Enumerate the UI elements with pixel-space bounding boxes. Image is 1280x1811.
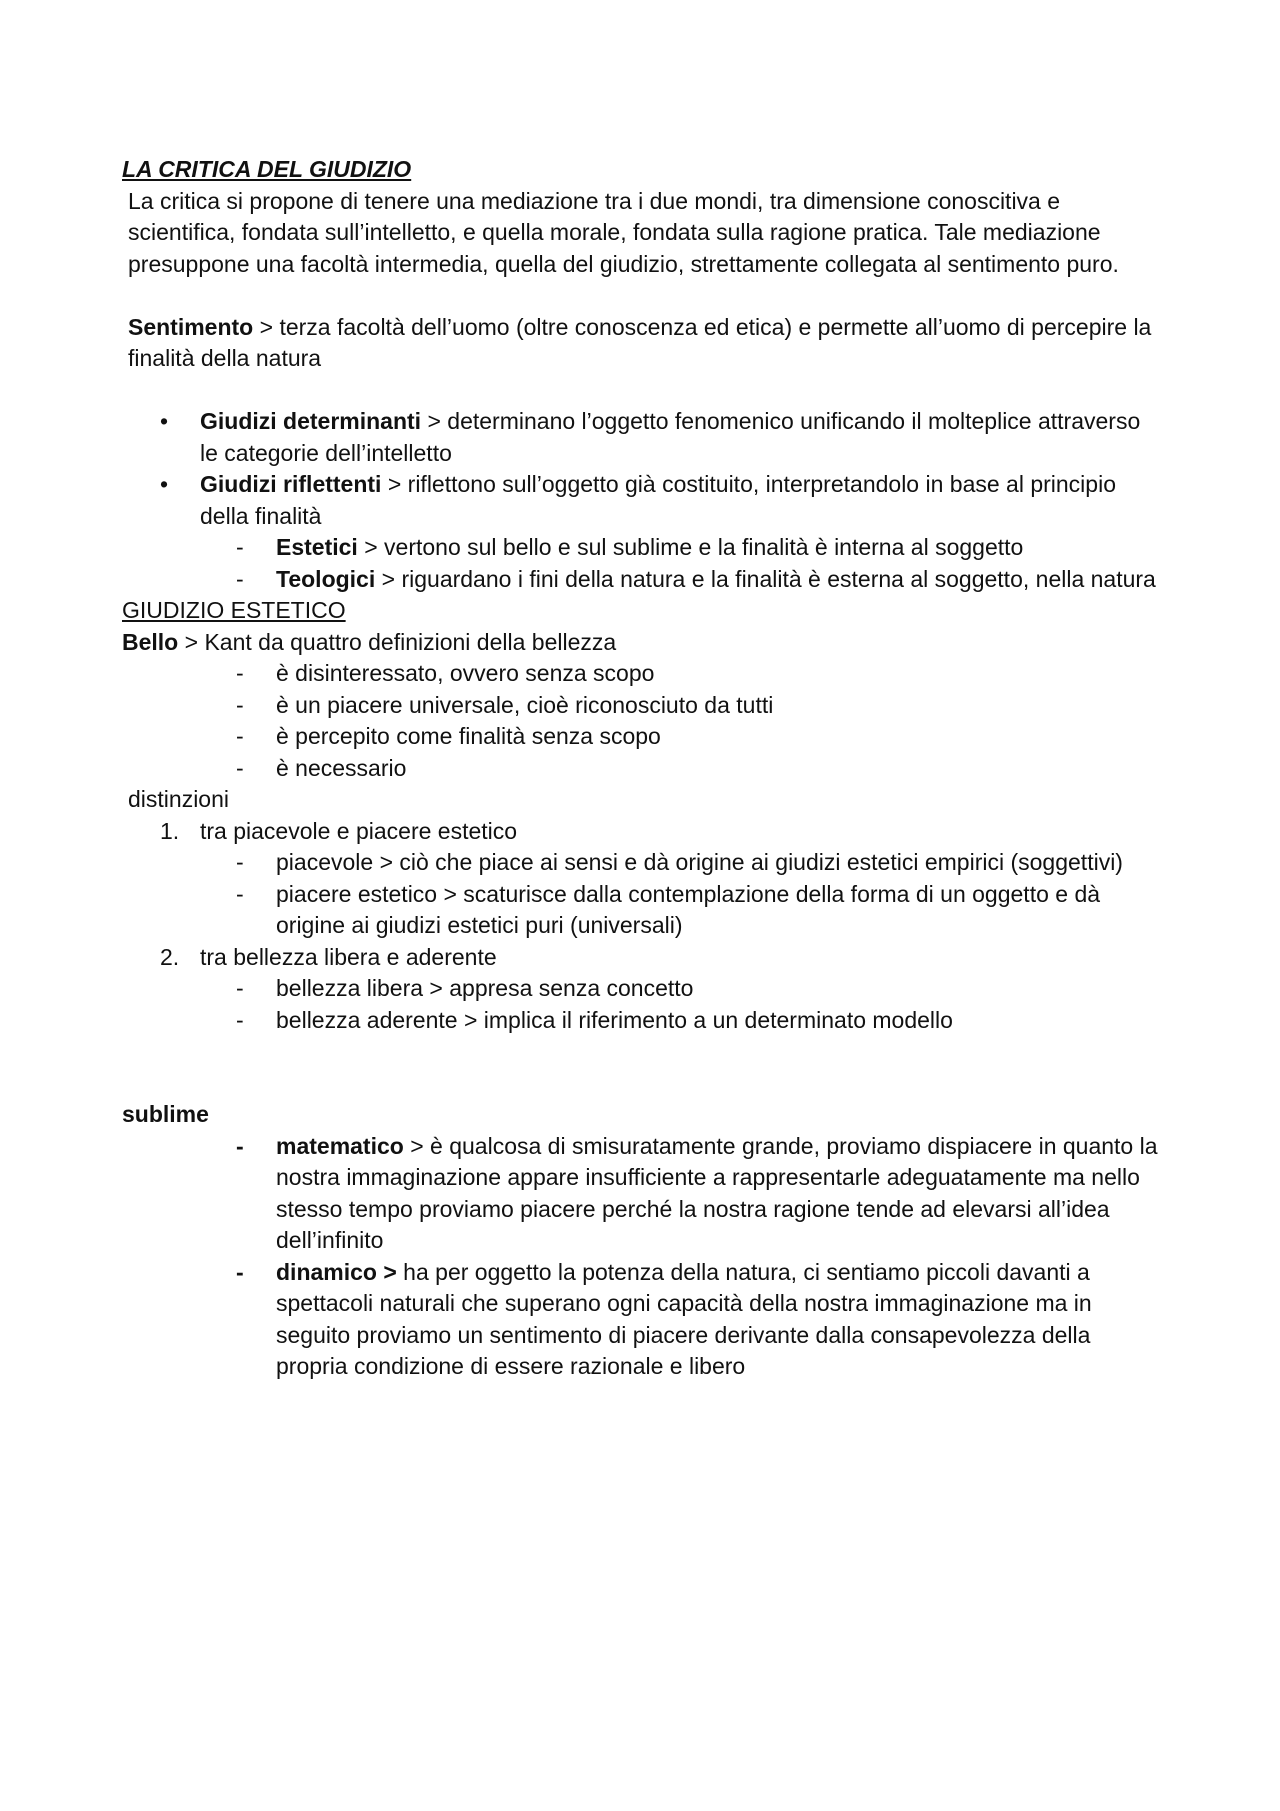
list-item xyxy=(122,1005,1162,1037)
distinzione-item: piacere estetico > scaturisce dalla contemplazione della forma di un oggetto e dà origine ai giudizi estetici puri (universali) xyxy=(276,880,1101,938)
bullet-icon: • xyxy=(160,408,169,434)
dash-icon xyxy=(236,1257,244,1289)
dash-icon: - xyxy=(236,1006,244,1033)
estetico-heading: GIUDIZIO ESTETICO xyxy=(122,597,346,623)
list-item xyxy=(122,406,1162,469)
list-item xyxy=(122,942,1162,974)
bello-term: Bello xyxy=(122,628,179,655)
list-item xyxy=(122,1257,1162,1383)
document-content xyxy=(122,154,1162,1383)
sublime-term: matematico xyxy=(276,1132,404,1159)
riflettenti-term: Teologici xyxy=(276,565,376,592)
list-item xyxy=(122,847,1162,879)
bello-def: è necessario xyxy=(276,754,407,781)
dash-glyph: - xyxy=(236,1258,244,1285)
riflettenti-term: Estetici xyxy=(276,534,358,560)
list-item xyxy=(122,532,1162,564)
giudizi-term: Giudizi riflettenti xyxy=(200,471,382,497)
giudizi-text: > riflettono sull’oggetto già costituito, interpretandolo in base al principio della finalità xyxy=(200,471,1116,529)
list-item xyxy=(122,469,1162,532)
list-item xyxy=(122,690,1162,722)
sublime-label-text: sublime xyxy=(122,1101,209,1127)
list-item xyxy=(122,721,1162,753)
bello-paragraph xyxy=(122,627,1162,659)
sentimento-term: Sentimento xyxy=(128,313,254,340)
dash-icon: - xyxy=(236,880,244,907)
sentimento-paragraph xyxy=(122,312,1162,375)
bello-def: è disinteressato, ovvero senza scopo xyxy=(276,660,655,686)
bello-def: è un piacere universale, cioè riconosciuto da tutti xyxy=(276,691,774,718)
bello-def: è percepito come finalità senza scopo xyxy=(276,723,661,749)
distinzione-item: bellezza libera > appresa senza concetto xyxy=(276,975,694,1001)
distinzione-label: tra piacevole e piacere estetico xyxy=(200,817,518,844)
sublime-label xyxy=(122,1099,1162,1131)
sublime-text: > è qualcosa di smisuratamente grande, proviamo dispiacere in quanto la nostra immaginazione appare insufficiente a rappresentarle adeguatamente ma nello stesso tempo proviamo piacere perché la nostra ragione tende ad elevarsi all’idea dell’infinito xyxy=(276,1132,1158,1253)
distinzione-item: bellezza aderente > implica il riferimento a un determinato modello xyxy=(276,1006,953,1033)
dash-icon: - xyxy=(236,565,244,592)
dash-icon: - xyxy=(236,754,244,781)
dash-icon: - xyxy=(236,723,244,749)
list-number: 1. xyxy=(160,817,180,844)
distinzione-item: piacevole > ciò che piace ai sensi e dà origine ai giudizi estetici empirici (soggettivi) xyxy=(276,849,1123,875)
dash-icon: - xyxy=(236,975,244,1001)
riflettenti-text: > vertono sul bello e sul sublime e la finalità è interna al soggetto xyxy=(357,534,1024,560)
list-item xyxy=(122,816,1162,848)
riflettenti-text: > riguardano i fini della natura e la finalità è esterna al soggetto, nella natura xyxy=(375,565,1156,592)
bello-text: > Kant da quattro definizioni della bellezza xyxy=(178,628,617,655)
list-item xyxy=(122,658,1162,690)
list-item xyxy=(122,973,1162,1005)
document-title: LA CRITICA DEL GIUDIZIO xyxy=(122,156,412,182)
giudizi-text: > determinano l’oggetto fenomenico unificando il molteplice attraverso le categorie dell’intelletto xyxy=(200,408,1141,466)
dash-icon: - xyxy=(236,849,244,875)
sublime-term: dinamico > xyxy=(276,1258,397,1285)
list-item xyxy=(122,753,1162,785)
dash-icon: - xyxy=(236,691,244,718)
list-item xyxy=(122,879,1162,942)
dash-icon: - xyxy=(236,660,244,686)
sentimento-text: > terza facoltà dell’uomo (oltre conoscenza ed etica) e permette all’uomo di percepire la finalità della natura xyxy=(128,313,1152,371)
list-number: 2. xyxy=(160,943,180,970)
sublime-text: ha per oggetto la potenza della natura, ci sentiamo piccoli davanti a spettacoli naturali che superano ogni capacità della nostra immaginazione ma in seguito proviamo un sentimento di piacere derivante dalla consapevolezza della propria condizione di essere razionale e libero xyxy=(276,1258,1092,1379)
intro-paragraph: La critica si propone di tenere una mediazione tra i due mondi, tra dimensione conoscitiva e scientifica, fondata sull’intelletto, e quella morale, fondata sulla ragione pratica. Tale mediazione presuppone una facoltà intermedia, quella del giudizio, strettamente collegata al sentimento puro. xyxy=(128,187,1119,277)
distinzione-label: tra bellezza libera e aderente xyxy=(200,943,497,970)
dash-icon: - xyxy=(236,534,244,560)
list-item xyxy=(122,1131,1162,1257)
dash-glyph: - xyxy=(236,1132,244,1159)
distinzioni-label: distinzioni xyxy=(128,786,229,812)
giudizi-term: Giudizi determinanti xyxy=(200,408,422,434)
list-item xyxy=(122,564,1162,596)
bullet-icon: • xyxy=(160,471,169,497)
dash-icon xyxy=(236,1131,244,1163)
